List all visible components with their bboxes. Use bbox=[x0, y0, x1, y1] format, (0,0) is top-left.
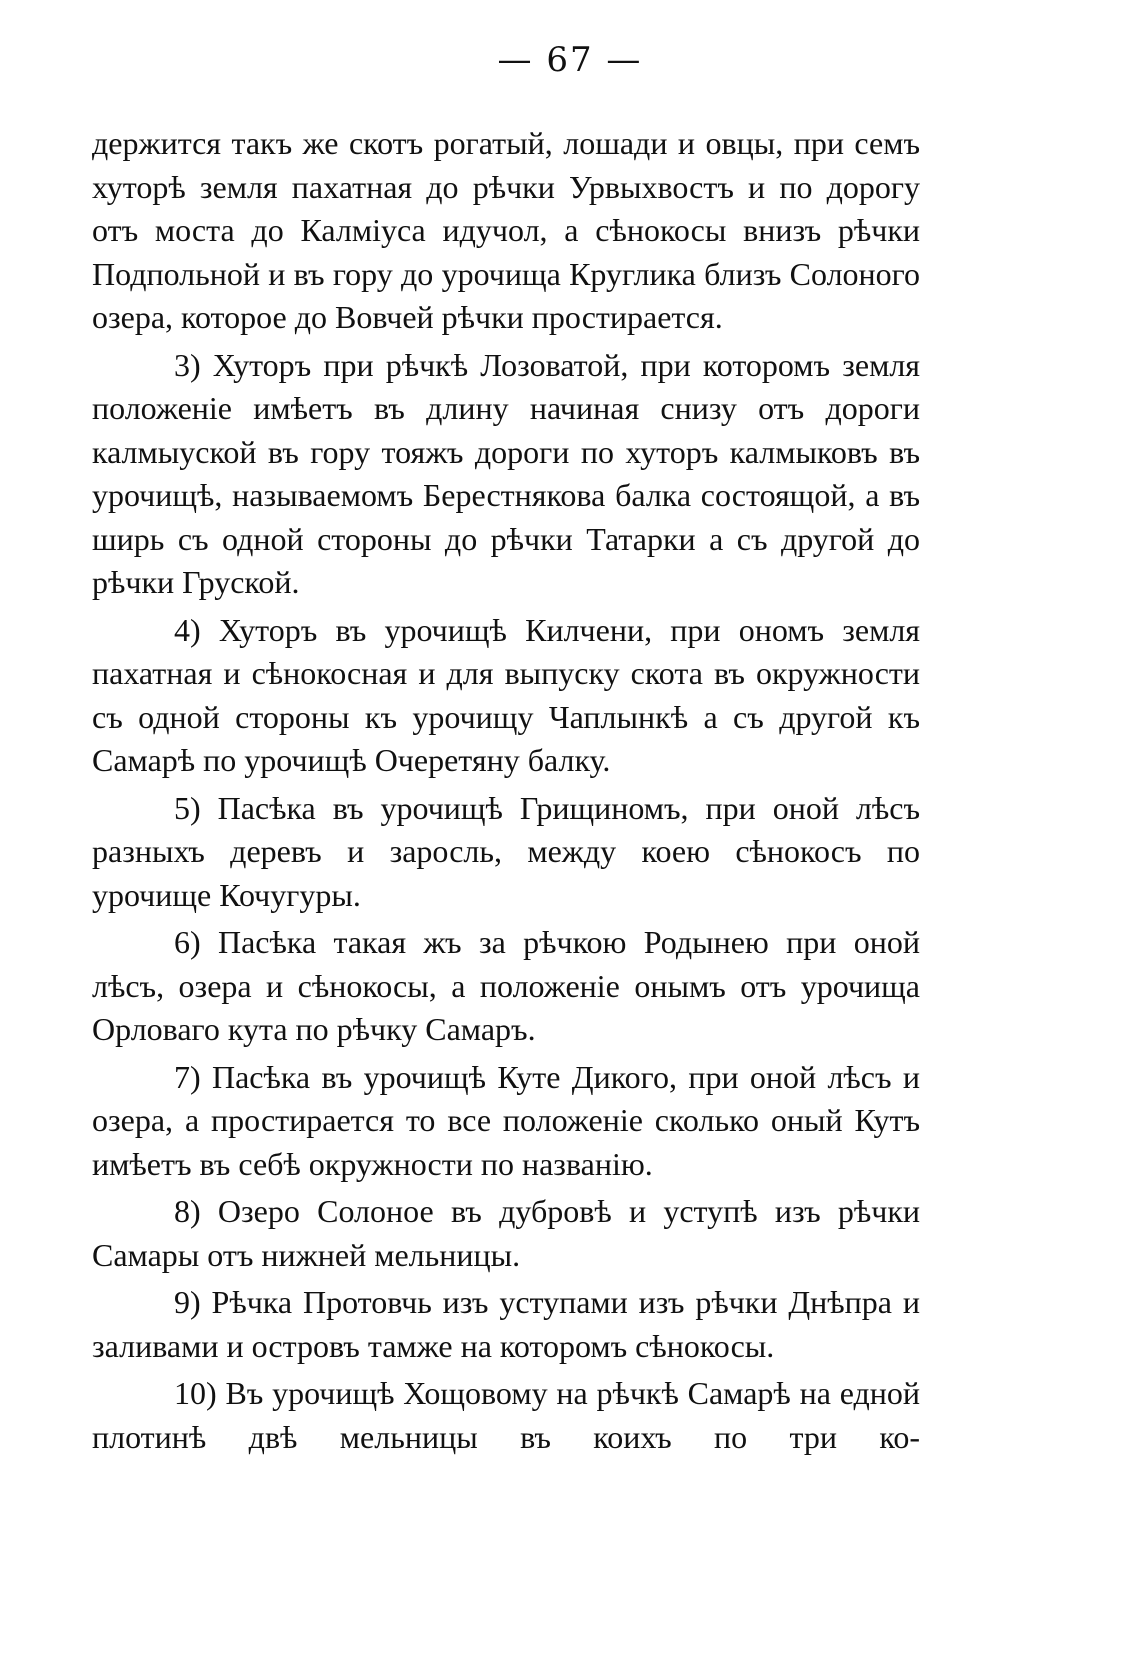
paragraph-continuation: держится такъ же скотъ рогатый, лошади и овцы, при семъ хуторѣ земля пахатная до рѣчки Урвыхвостъ и по дорогу отъ моста до Калміуса идучол, а сѣнокосы внизъ рѣчки Подпольной и въ гору до урочища Круглика близъ Солоного озера, которое до Вовчей рѣчки простирается. bbox=[92, 125, 920, 335]
paragraph-item-7: 7) Пасѣка въ урочищѣ Куте Дикого, при оной лѣсъ и озера, а простирается то все положеніе сколько оный Кутъ имѣетъ въ себѣ окружности по названію. bbox=[92, 1058, 920, 1182]
paragraph-item-5: 5) Пасѣка въ урочищѣ Грищиномъ, при оной лѣсъ разныхъ деревъ и заросль, между коею сѣнокосъ по урочище Кочугуры. bbox=[92, 789, 920, 913]
paragraph-item-6: 6) Пасѣка такая жъ за рѣчкою Родынею при оной лѣсъ, озера и сѣнокосы, а положеніе онымъ отъ урочища Орловаго кута по рѣчку Самаръ. bbox=[92, 924, 920, 1047]
paragraph-item-9: 9) Рѣчка Протовчь изъ уступами изъ рѣчки Днѣпра и заливами и островъ тамже на которомъ сѣнокосы. bbox=[92, 1284, 920, 1364]
paragraph-item-8: 8) Озеро Солоное въ дубровѣ и уступѣ изъ рѣчки Самары отъ нижней мельницы. bbox=[92, 1193, 920, 1273]
body-text bbox=[92, 122, 920, 1463]
paragraph-item-10: 10) Въ урочищѣ Хощовому на рѣчкѣ Самарѣ на едной плотинѣ двѣ мельницы въ коихъ по три ко- bbox=[92, 1375, 920, 1455]
paragraph-item-4: 4) Хуторъ въ урочищѣ Килчени, при ономъ земля пахатная и сѣнокосная и для выпуску скота въ окружности съ одной стороны къ урочищу Чаплынкѣ а съ другой къ Самарѣ по урочищѣ Очеретяну балку. bbox=[92, 611, 920, 778]
paragraph-item-3: 3) Хуторъ при рѣчкѣ Лозоватой, при которомъ земля положеніе имѣетъ въ длину начиная снизу отъ дороги калмыуской въ гору тояжъ дороги по хуторъ калмыковъ въ урочищѣ, называемомъ Берестнякова балка состоящой, а въ ширь съ одной стороны до рѣчки Татарки а съ другой до рѣчки Груской. bbox=[92, 346, 920, 600]
page-number: — 67 — bbox=[497, 40, 643, 80]
